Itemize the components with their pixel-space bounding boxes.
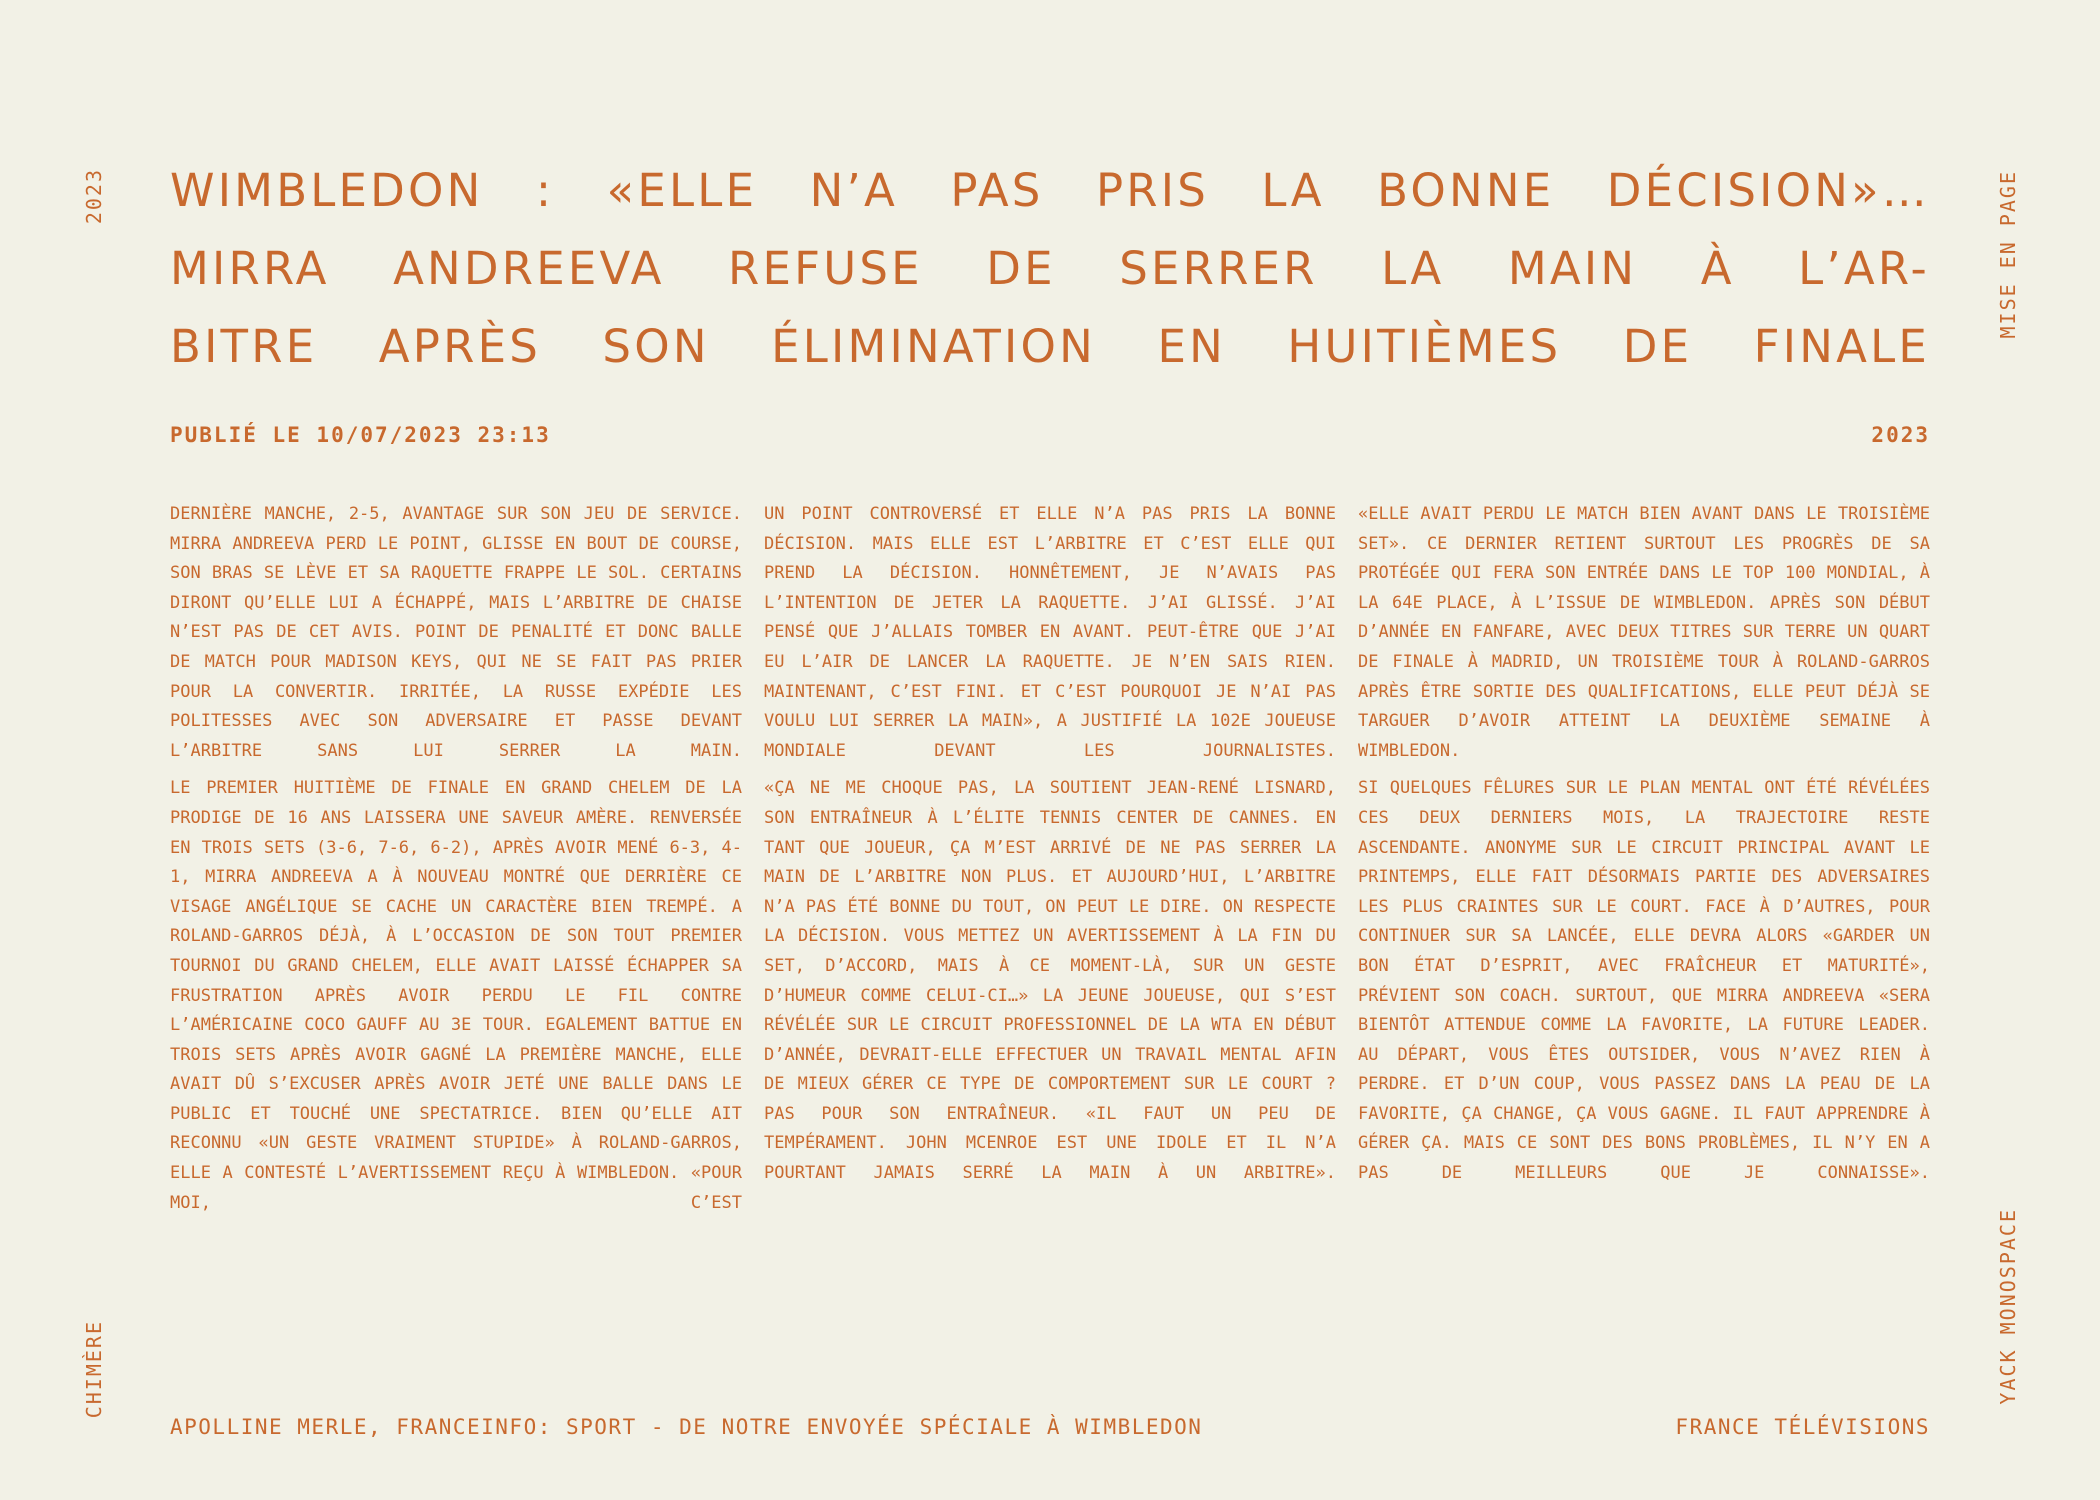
publish-year: 2023	[1871, 423, 1930, 447]
side-label-font-name: CHIMÈRE	[82, 1320, 106, 1419]
side-label-typeface: YACK MONOSPACE	[1996, 1208, 2020, 1405]
paragraph: SI QUELQUES FÊLURES SUR LE PLAN MENTAL ONT ÉTÉ RÉVÉLÉES CES DEUX DERNIERS MOIS, LA TRAJECTOIRE RESTE ASCENDANTE. ANONYME SUR LE CIRCUIT PRINCIPAL AVANT LE PRINTEMPS, ELLE FAIT DÉSORMAIS PARTIE DES ADVERSAIRES LES PLUS CRAINTES SUR LE COURT. FACE À D’AUTRES, POUR CONTINUER SUR SA LANCÉE, ELLE DEVRA ALORS «GARDER UN BON ÉTAT D’ESPRIT, AVEC FRAÎCHEUR ET MATURITÉ», PRÉVIENT SON COACH. SURTOUT, QUE MIRRA ANDREEVA «SERA BIENTÔT ATTENDUE COMME LA FAVORITE, LA FUTURE LEADER. AU DÉPART, VOUS ÊTES OUTSIDER, VOUS N’AVEZ RIEN À PERDRE. ET D’UN COUP, VOUS PASSEZ DANS LA PEAU DE LA FAVORITE, ÇA CHANGE, ÇA VOUS GAGNE. IL FAUT APPRENDRE À GÉRER ÇA. MAIS CE SONT DES BONS PROBLÈMES, IL N’Y EN A PAS DE MEILLEURS QUE JE CONNAISSE».	[1358, 778, 1930, 1184]
paragraph: DERNIÈRE MANCHE, 2-5, AVANTAGE SUR SON JEU DE SERVICE. MIRRA ANDREEVA PERD LE POINT, GLISSE EN BOUT DE COURSE, SON BRAS SE LÈVE ET SA RAQUETTE FRAPPE LE SOL. CERTAINS DIRONT QU’ELLE LUI A ÉCHAPPÉ, MAIS L’ARBITRE DE CHAISE N’EST PAS DE CET AVIS. POINT DE PENALITÉ ET DONC BALLE DE MATCH POUR MADISON KEYS, QUI NE SE FAIT PAS PRIER POUR LA CONVERTIR. IRRITÉE, LA RUSSE EXPÉDIE LES POLITESSES AVEC SON ADVERSAIRE ET PASSE DEVANT L’ARBITRE SANS LUI SERRER LA MAIN.	[170, 504, 742, 761]
paragraph: «ÇA NE ME CHOQUE PAS, LA SOUTIENT JEAN-RENÉ LISNARD, SON ENTRAÎNEUR À L’ÉLITE TENNIS CENTER DE CANNES. EN TANT QUE JOUEUR, ÇA M’EST ARRIVÉ DE NE PAS SERRER LA MAIN DE L’ARBITRE NON PLUS. ET AUJOURD’HUI, L’ARBITRE N’A PAS ÉTÉ BONNE DU TOUT, ON PEUT LE DIRE. ON RESPECTE LA DÉCISION. VOUS METTEZ UN AVERTISSEMENT À LA FIN DU SET, D’ACCORD, MAIS À CE MOMENT-LÀ, SUR UN GESTE D’HUMEUR COMME CELUI-CI…» LA JEUNE JOUEUSE, QUI S’EST RÉVÉLÉE SUR LE CIRCUIT PROFESSIONNEL DE LA WTA EN DÉBUT D’ANNÉE, DEVRAIT-ELLE EFFECTUER UN TRAVAIL MENTAL AFIN DE MIEUX GÉRER CE TYPE DE COMPORTEMENT SUR LE COURT ? PAS POUR SON ENTRAÎNEUR. «IL FAUT UN PEU DE TEMPÉRAMENT. JOHN MCENROE EST UNE IDOLE ET IL N’A POURTANT JAMAIS SERRÉ LA MAIN À UN ARBITRE».	[764, 778, 1336, 1184]
article-title	[170, 152, 1930, 386]
side-label-year: 2023	[82, 168, 106, 225]
column-3	[1358, 500, 1930, 1320]
title-line-2: MIRRA ANDREEVA REFUSE DE SERRER LA MAIN À L’AR-	[170, 242, 1930, 295]
column-2	[764, 500, 1336, 1320]
title-line-3: BITRE APRÈS SON ÉLIMINATION EN HUITIÈMES DE FINALE	[170, 320, 1930, 373]
title-line-1: WIMBLEDON : «ELLE N’A PAS PRIS LA BONNE DÉCISION»…	[170, 164, 1930, 217]
article-body	[170, 500, 1930, 1320]
author-credit: APOLLINE MERLE, FRANCEINFO: SPORT - DE NOTRE ENVOYÉE SPÉCIALE À WIMBLEDON	[170, 1415, 1203, 1439]
paragraph: UN POINT CONTROVERSÉ ET ELLE N’A PAS PRIS LA BONNE DÉCISION. MAIS ELLE EST L’ARBITRE ET C’EST ELLE QUI PREND LA DÉCISION. HONNÊTEMENT, JE N’AVAIS PAS L’INTENTION DE JETER LA RAQUETTE. J’AI GLISSÉ. J’AI PENSÉ QUE J’ALLAIS TOMBER EN AVANT. PEUT-ÊTRE QUE J’AI EU L’AIR DE LANCER LA RAQUETTE. JE N’EN SAIS RIEN. MAINTENANT, C’EST FINI. ET C’EST POURQUOI JE N’AI PAS VOULU LUI SERRER LA MAIN», A JUSTIFIÉ LA 102E JOUEUSE MONDIALE DEVANT LES JOURNALISTES.	[764, 504, 1336, 761]
paragraph: «ELLE AVAIT PERDU LE MATCH BIEN AVANT DANS LE TROISIÈME SET». CE DERNIER RETIENT SURTOUT LES PROGRÈS DE SA PROTÉGÉE QUI FERA SON ENTRÉE DANS LE TOP 100 MONDIAL, À LA 64E PLACE, À L’ISSUE DE WIMBLEDON. APRÈS SON DÉBUT D’ANNÉE EN FANFARE, AVEC DEUX TITRES SUR TERRE UN QUART DE FINALE À MADRID, UN TROISIÈME TOUR À ROLAND-GARROS APRÈS ÊTRE SORTIE DES QUALIFICATIONS, ELLE PEUT DÉJÀ SE TARGUER D’AVOIR ATTEINT LA DEUXIÈME SEMAINE À WIMBLEDON.	[1358, 504, 1930, 761]
publish-date: PUBLIÉ LE 10/07/2023 23:13	[170, 423, 551, 447]
side-label-layout: MISE EN PAGE	[1996, 170, 2020, 339]
paragraph: LE PREMIER HUITIÈME DE FINALE EN GRAND CHELEM DE LA PRODIGE DE 16 ANS LAISSERA UNE SAVEUR AMÈRE. RENVERSÉE EN TROIS SETS (3-6, 7-6, 6-2), APRÈS AVOIR MENÉ 6-3, 4-1, MIRRA ANDREEVA A À NOUVEAU MONTRÉ QUE DERRIÈRE CE VISAGE ANGÉLIQUE SE CACHE UN CARACTÈRE BIEN TREMPÉ. A ROLAND-GARROS DÉJÀ, À L’OCCASION DE SON TOUT PREMIER TOURNOI DU GRAND CHELEM, ELLE AVAIT LAISSÉ ÉCHAPPER SA FRUSTRATION APRÈS AVOIR PERDU LE FIL CONTRE L’AMÉRICAINE COCO GAUFF AU 3E TOUR. EGALEMENT BATTUE EN TROIS SETS APRÈS AVOIR GAGNÉ LA PREMIÈRE MANCHE, ELLE AVAIT DÛ S’EXCUSER APRÈS AVOIR JETÉ UNE BALLE DANS LE PUBLIC ET TOUCHÉ UNE SPECTATRICE. BIEN QU’ELLE AIT RECONNU «UN GESTE VRAIMENT STUPIDE» À ROLAND-GARROS, ELLE A CONTESTÉ L’AVERTISSEMENT REÇU À WIMBLEDON. «POUR MOI, C’EST	[170, 778, 742, 1213]
column-1	[170, 500, 742, 1320]
publisher-credit: FRANCE TÉLÉVISIONS	[1675, 1415, 1930, 1439]
